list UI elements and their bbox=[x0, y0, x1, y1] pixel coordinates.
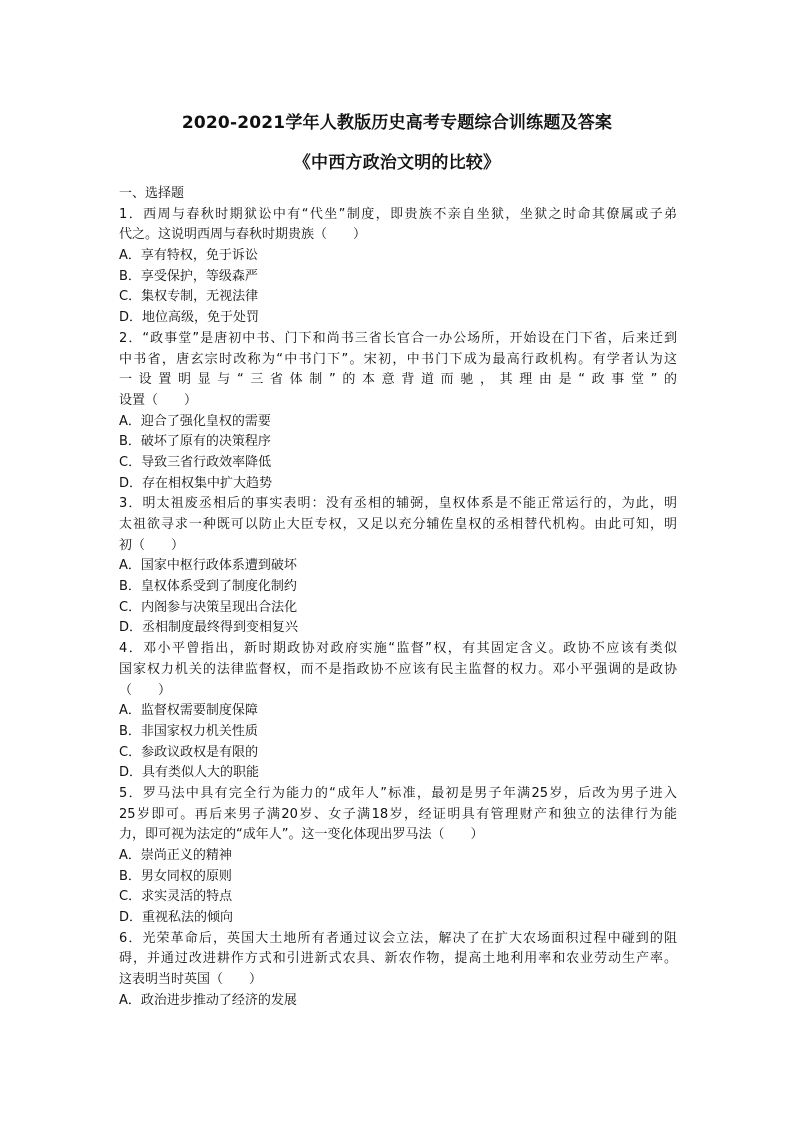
answer-option: A．政治进步推动了经济的发展 bbox=[119, 992, 297, 1008]
question-stem-line: 一设置明显与“三省体制”的本意背道而驰，其理由是“政事堂”的 bbox=[119, 372, 677, 388]
question-stem-line: 1．西周与春秋时期狱讼中有“代坐”制度，即贵族不亲自坐狱，坐狱之时命其僚属或子弟 bbox=[119, 206, 677, 222]
answer-option: C．参政议政权是有限的 bbox=[119, 744, 259, 760]
document-subtitle: 《中西方政治文明的比较》 bbox=[293, 153, 501, 173]
question-item bbox=[119, 329, 677, 495]
answer-option: B．男女同权的原则 bbox=[119, 868, 232, 884]
question-list bbox=[119, 205, 677, 1012]
answer-option: B．非国家权力机关性质 bbox=[119, 723, 258, 739]
question-stem-line: 代之。这说明西周与春秋时期贵族（ ） bbox=[119, 227, 367, 243]
question-item bbox=[119, 929, 677, 1012]
question-item bbox=[119, 639, 677, 784]
answer-option: C．内阁参与决策呈现出合法化 bbox=[119, 599, 298, 615]
question-stem-line: 力，即可视为法定的“成年人”。这一变化体现出罗马法（ ） bbox=[119, 827, 484, 843]
question-stem-line: 4．邓小平曾指出，新时期政协对政府实施“监督”权，有其固定含义。政协不应该有类似 bbox=[119, 641, 677, 657]
answer-option: A．崇尚正义的精神 bbox=[119, 848, 232, 863]
answer-option: B．皇权体系受到了制度化制约 bbox=[119, 579, 297, 595]
question-stem-line: 初（ ） bbox=[119, 537, 185, 553]
answer-option: A．享有特权，免于诉讼 bbox=[119, 248, 258, 264]
question-stem-line: 碍，并通过改进耕作方式和引进新式农具、新农作物，提高土地利用率和农业劳动生产率。 bbox=[119, 951, 677, 967]
answer-option: C．求实灵活的特点 bbox=[119, 889, 233, 905]
question-stem-line: 5．罗马法中具有完全行为能力的“成年人”标准，最初是男子年满25岁，后改为男子进入 bbox=[119, 785, 677, 801]
question-item bbox=[119, 205, 677, 329]
section-heading: 一、选择题 bbox=[119, 186, 185, 201]
answer-option: D．重视私法的倾向 bbox=[119, 910, 234, 926]
question-stem-line: 6．光荣革命后，英国大土地所有者通过议会立法，解决了在扩大农场面积过程中碰到的阻 bbox=[119, 930, 677, 946]
question-stem-line: （ ） bbox=[119, 682, 172, 698]
question-stem-line: 3．明太祖废丞相后的事实表明：没有丞相的辅弼，皇权体系是不能正常运行的，为此，明 bbox=[119, 496, 677, 512]
answer-option: A．监督权需要制度保障 bbox=[119, 703, 258, 719]
document-body bbox=[119, 184, 677, 1012]
question-stem-line: 国家权力机关的法律监督权，而不是指政协不应该有民主监督的权力。邓小平强调的是政协 bbox=[119, 661, 677, 677]
question-item bbox=[119, 494, 677, 639]
question-stem-line: 这表明当时英国（ ） bbox=[119, 972, 263, 988]
document-title: 2020-2021学年人教版历史高考专题综合训练题及答案 bbox=[181, 113, 613, 133]
answer-option: D．存在相权集中扩大趋势 bbox=[119, 475, 273, 491]
question-item bbox=[119, 784, 677, 929]
answer-option: D．具有类似人大的职能 bbox=[119, 765, 260, 781]
answer-option: B．破坏了原有的决策程序 bbox=[119, 434, 271, 450]
answer-option: B．享受保护，等级森严 bbox=[119, 268, 258, 284]
question-stem-line: 中书省，唐玄宗时改称为“中书门下”。宋初，中书门下成为最高行政机构。有学者认为这 bbox=[119, 351, 677, 367]
question-stem-line: 2．“政事堂”是唐初中书、门下和尚书三省长官合一办公场所，开始设在门下省，后来迁到 bbox=[119, 330, 677, 346]
answer-option: D．丞相制度最终得到变相复兴 bbox=[119, 620, 299, 636]
answer-option: A．国家中枢行政体系遭到破坏 bbox=[119, 558, 297, 574]
answer-option: D．地位高级，免于处罚 bbox=[119, 310, 260, 326]
question-stem-line: 设置（ ） bbox=[119, 392, 198, 408]
answer-option: C．导致三省行政效率降低 bbox=[119, 454, 272, 470]
answer-option: C．集权专制，无视法律 bbox=[119, 289, 259, 305]
question-stem-line: 25岁即可。再后来男子满20岁、女子满18岁，经证明具有管理财产和独立的法律行为能 bbox=[119, 806, 677, 822]
answer-option: A．迎合了强化皇权的需要 bbox=[119, 413, 271, 429]
question-stem-line: 太祖欲寻求一种既可以防止大臣专权，又足以充分辅佐皇权的丞相替代机构。由此可知，明 bbox=[119, 517, 677, 532]
